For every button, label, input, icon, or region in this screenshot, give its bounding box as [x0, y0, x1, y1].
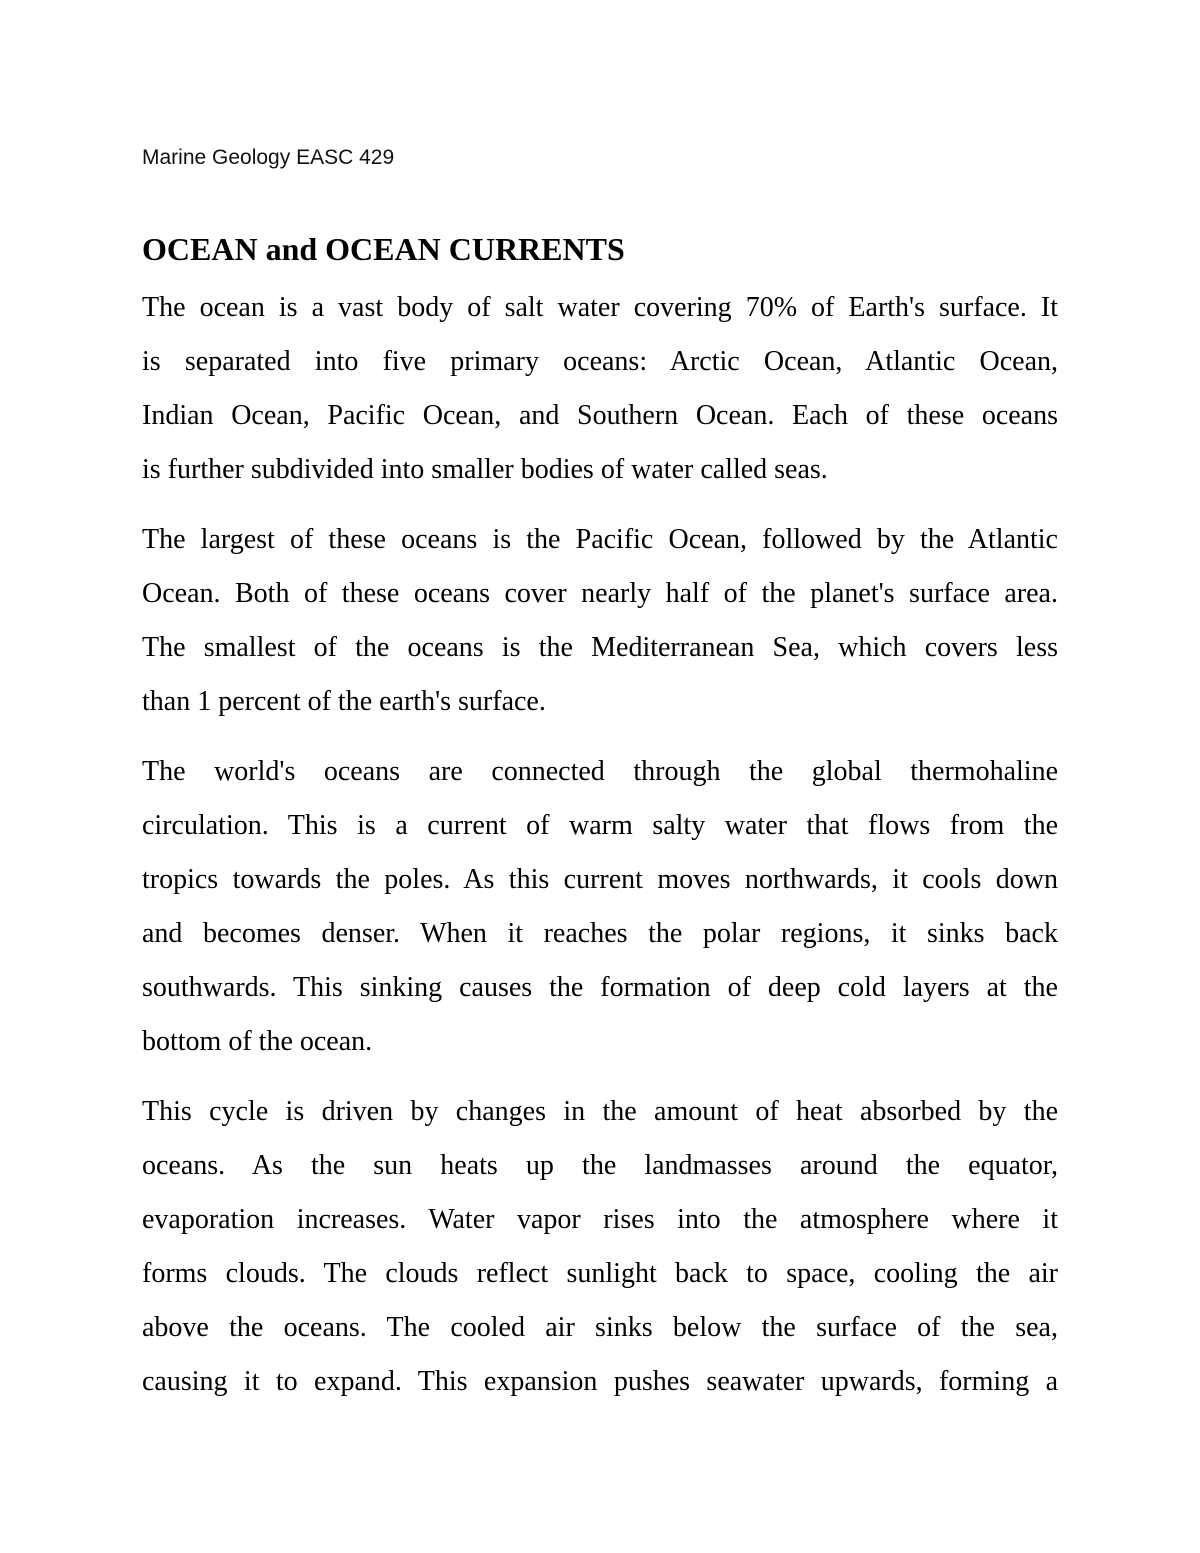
text-line: bottom of the ocean.	[142, 1026, 373, 1057]
text-line: evaporation increases. Water vapor rises into the atmosphere where it	[142, 1204, 1058, 1235]
text-line: Indian Ocean, Pacific Ocean, and Southern Ocean. Each of these oceans	[142, 400, 1058, 431]
document-title: OCEAN and OCEAN CURRENTS	[142, 231, 625, 267]
text-line: This cycle is driven by changes in the amount of heat absorbed by the	[142, 1096, 1058, 1127]
text-line: forms clouds. The clouds reflect sunlight back to space, cooling the air	[142, 1258, 1058, 1289]
text-line: is separated into five primary oceans: Arctic Ocean, Atlantic Ocean,	[142, 346, 1058, 377]
text-line: The world's oceans are connected through the global thermohaline	[142, 756, 1058, 787]
text-line: than 1 percent of the earth's surface.	[142, 686, 546, 717]
text-line: and becomes denser. When it reaches the polar regions, it sinks back	[142, 918, 1058, 949]
document-body	[142, 281, 1058, 1425]
text-line: tropics towards the poles. As this current moves northwards, it cools down	[142, 864, 1058, 895]
paragraph-3	[142, 745, 1058, 1069]
paragraph-2	[142, 513, 1058, 729]
text-line: The ocean is a vast body of salt water covering 70% of Earth's surface. It	[142, 292, 1058, 323]
text-line: The largest of these oceans is the Pacific Ocean, followed by the Atlantic	[142, 524, 1058, 555]
text-line: Ocean. Both of these oceans cover nearly half of the planet's surface area.	[142, 578, 1058, 609]
course-header: Marine Geology EASC 429	[142, 146, 395, 169]
text-line: is further subdivided into smaller bodies of water called seas.	[142, 454, 828, 485]
text-line: southwards. This sinking causes the formation of deep cold layers at the	[142, 972, 1058, 1003]
paragraph-1	[142, 281, 1058, 497]
paragraph-4	[142, 1085, 1058, 1409]
text-line: oceans. As the sun heats up the landmasses around the equator,	[142, 1150, 1058, 1181]
text-line: The smallest of the oceans is the Mediterranean Sea, which covers less	[142, 632, 1058, 663]
text-line: above the oceans. The cooled air sinks below the surface of the sea,	[142, 1312, 1058, 1343]
text-line: circulation. This is a current of warm salty water that flows from the	[142, 810, 1058, 841]
text-line: causing it to expand. This expansion pushes seawater upwards, forming a	[142, 1366, 1058, 1397]
